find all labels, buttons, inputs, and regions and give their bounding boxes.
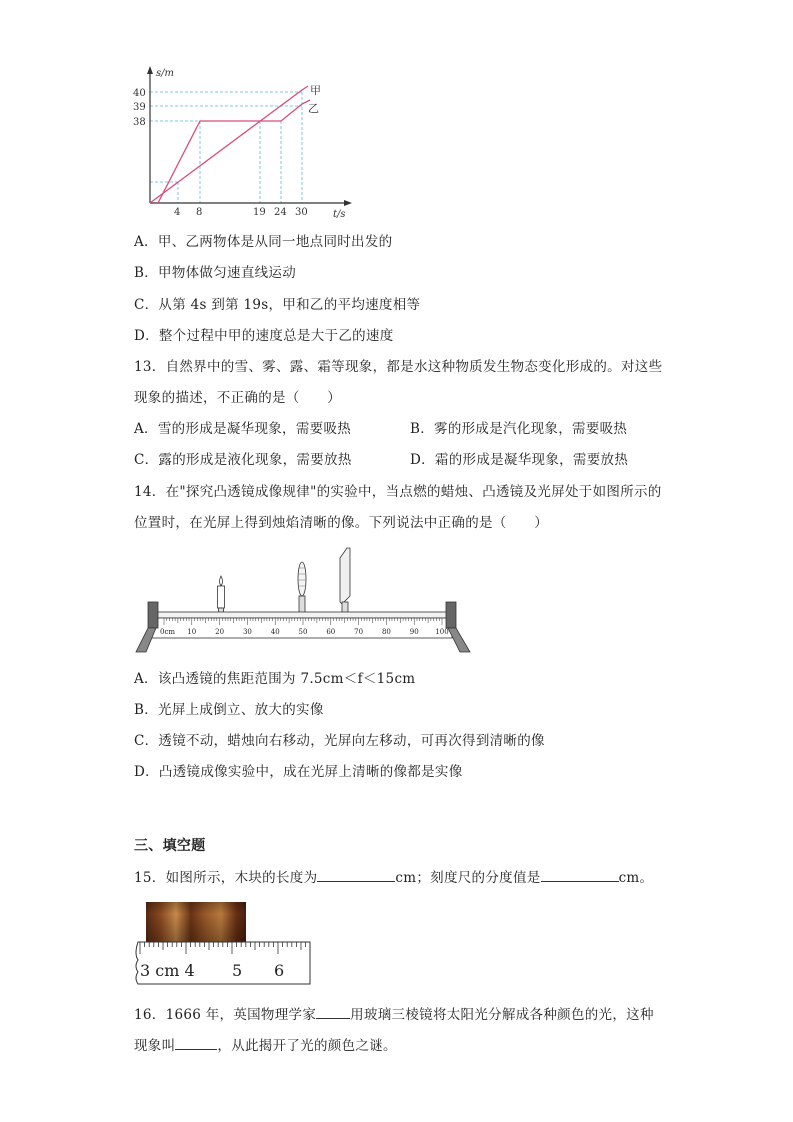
q16-blank-scientist[interactable] xyxy=(316,1004,350,1019)
bench-tick-label: 90 xyxy=(409,628,419,636)
q14-stem-line2: 位置时，在光屏上得到烛焰清晰的像。下列说法中正确的是（ ） xyxy=(134,515,548,531)
q15-stem xyxy=(134,867,653,888)
bench-tick-label: 10 xyxy=(187,628,197,636)
q14-option-b: B．光屏上成倒立、放大的实像 xyxy=(134,702,324,718)
bench-tick-label: 0cm xyxy=(160,628,176,636)
q13-stem-line1: 13．自然界中的雪、雾、露、霜等现象，都是水这种物质发生物态变化形成的。对这些 xyxy=(134,359,663,375)
x-tick-24: 24 xyxy=(274,207,287,218)
bench-left-leg xyxy=(136,628,156,652)
bench-right-post xyxy=(446,602,456,628)
q14-option-c: C．透镜不动，蜡烛向右移动，光屏向左移动，可再次得到清晰的像 xyxy=(134,733,545,749)
q16-text-2: 用玻璃三棱镜将太阳光分解成各种颜色的光，这种 xyxy=(350,1007,654,1023)
q12-option-b: B．甲物体做匀速直线运动 xyxy=(134,265,297,281)
q16-text-1: 16．1666 年，英国物理学家 xyxy=(134,1007,317,1023)
q16-text-3: 现象叫 xyxy=(134,1038,176,1054)
y-tick-38: 38 xyxy=(133,117,146,128)
light-screen xyxy=(340,548,350,620)
q14-option-a: A．该凸透镜的焦距范围为 7.5cm＜f＜15cm xyxy=(134,671,416,687)
y-tick-39: 39 xyxy=(133,102,146,113)
line-yi xyxy=(158,100,310,203)
x-tick-30: 30 xyxy=(295,207,308,218)
section-title: 三、填空题 xyxy=(134,838,206,854)
q16-stem-line2 xyxy=(134,1035,397,1056)
wood-ruler-figure xyxy=(132,898,317,990)
q14-option-d: D．凸透镜成像实验中，成在光屏上清晰的像都是实像 xyxy=(134,764,463,780)
label-yi: 乙 xyxy=(308,102,319,115)
q15-text-1: 15．如图所示，木块的长度为 xyxy=(134,870,318,886)
x-tick-4: 4 xyxy=(174,207,181,218)
q13-option-c: C．露的形成是液化现象，需要放热 xyxy=(134,452,352,468)
q14-stem-line1: 14．在"探究凸透镜成像规律"的实验中，当点燃的蜡烛、凸透镜及光屏处于如图所示的 xyxy=(134,484,662,500)
bench-rail-top xyxy=(152,612,452,618)
y-axis-label: s/m xyxy=(156,68,174,79)
ruler-label-6: 6 xyxy=(274,961,285,980)
q13-option-a: A．雪的形成是凝华现象，需要吸热 xyxy=(134,421,352,437)
ruler-label-5: 5 xyxy=(232,961,243,980)
y-tick-40: 40 xyxy=(133,88,146,99)
line-jia xyxy=(150,86,308,203)
bench-right-leg xyxy=(448,628,470,652)
y-arrow xyxy=(147,66,153,74)
q15-blank-division[interactable] xyxy=(541,867,619,882)
x-tick-19: 19 xyxy=(253,207,266,218)
optical-bench xyxy=(132,544,477,656)
bench-tick-label: 80 xyxy=(381,628,391,636)
bench-tick-label: 40 xyxy=(270,628,280,636)
q13-stem-line2: 现象的描述，不正确的是（ ） xyxy=(134,390,341,406)
q16-stem-line1 xyxy=(134,1004,654,1025)
label-jia: 甲 xyxy=(310,84,321,97)
q15-text-2: cm；刻度尺的分度值是 xyxy=(395,870,541,886)
st-graph xyxy=(130,62,370,222)
q15-blank-length[interactable] xyxy=(317,867,395,882)
x-tick-8: 8 xyxy=(196,207,203,218)
q15-text-3: cm。 xyxy=(618,870,654,886)
bench-tick-label: 70 xyxy=(354,628,364,636)
q12-option-d: D．整个过程中甲的速度总是大于乙的速度 xyxy=(134,328,394,344)
q16-blank-phenomenon[interactable] xyxy=(175,1035,217,1050)
convex-lens xyxy=(298,562,306,620)
bench-left-post xyxy=(148,602,158,628)
q13-option-d: D．霜的形成是凝华现象，需要放热 xyxy=(410,452,629,468)
bench-tick-label: 60 xyxy=(326,628,336,636)
bench-tick-label: 100 xyxy=(435,628,449,636)
bench-tick-label: 20 xyxy=(215,628,225,636)
x-axis-label: t/s xyxy=(333,209,346,220)
bench-tick-label: 30 xyxy=(242,628,252,636)
bench-tick-label: 50 xyxy=(298,628,308,636)
ruler-label-3-4: 3 cm 4 xyxy=(140,961,195,980)
q16-text-4: ，从此揭开了光的颜色之谜。 xyxy=(217,1038,397,1054)
q12-option-c: C．从第 4s 到第 19s，甲和乙的平均速度相等 xyxy=(134,297,421,313)
x-arrow xyxy=(344,200,352,206)
q12-option-a: A．甲、乙两物体是从同一地点同时出发的 xyxy=(134,234,393,250)
q13-option-b: B．雾的形成是汽化现象，需要吸热 xyxy=(410,421,628,437)
